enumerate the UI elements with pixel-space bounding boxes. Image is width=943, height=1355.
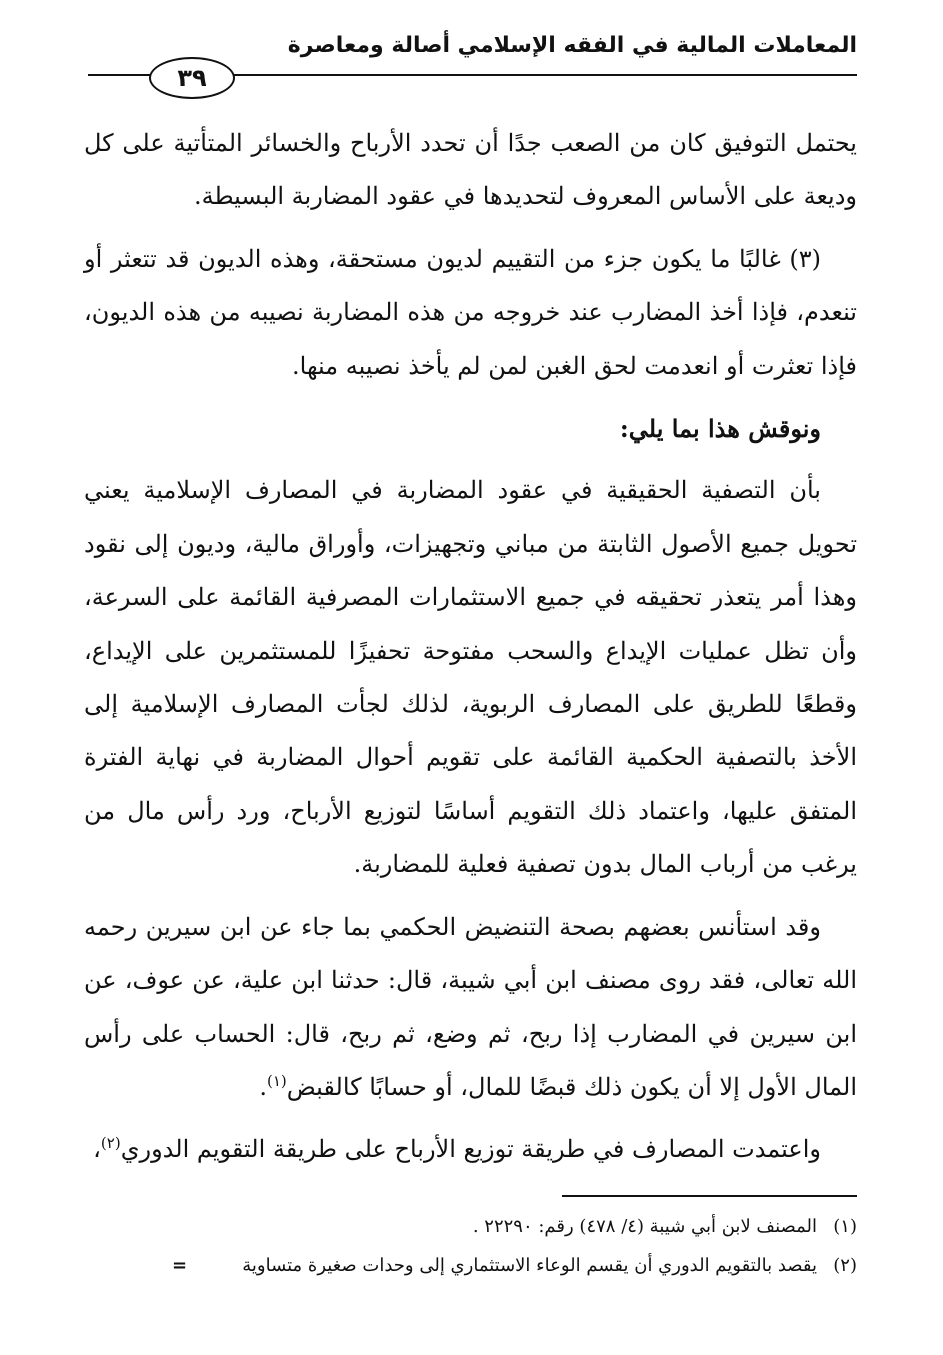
paragraph-5-text: واعتمدت المصارف في طريقة توزيع الأرباح على طريقة التقويم الدوري <box>120 1135 821 1164</box>
paragraph-3: بأن التصفية الحقيقية في عقود المضاربة في المصارف الإسلامية يعني تحويل جميع الأصول الثابتة من مباني وتجهيزات، وأوراق مالية، وديون إلى نقود وهذا أمر يتعذر تحقيقه في جميع الاستثمارات المصرفية القائمة على السرعة، وأن تظل عمليات الإيداع والسحب مفتوحة تحفيزًا للمستثمرين على الإيداع، وقطعًا للطريق على المصارف الربوية، لذلك لجأت المصارف الإسلامية إلى الأخذ بالتصفية الحكمية القائمة على تقويم أحوال المضاربة في نهاية الفترة المتفق عليها، واعتماد ذلك التقويم أساسًا لتوزيع الأرباح، ورد رأس مال من يرغب من أرباب المال بدون تصفية فعلية للمضاربة. <box>84 476 857 879</box>
paragraph-5 <box>84 1123 857 1176</box>
main-text <box>84 117 857 1177</box>
footnote-text: يقصد بالتقويم الدوري أن يقسم الوعاء الاستثماري إلى وحدات صغيرة متساوية <box>242 1255 817 1276</box>
footnote-number: (١) <box>833 1216 857 1237</box>
paragraph-4 <box>84 901 857 1115</box>
footnote-1 <box>84 1210 857 1243</box>
footnote-number: (٢) <box>833 1255 857 1276</box>
footnote-continuation-mark: = <box>172 1255 188 1276</box>
paragraph-5-end: ، <box>93 1135 101 1164</box>
footnote-ref-1[interactable]: (١) <box>266 1071 287 1090</box>
section-heading: ونوقش هذا بما يلي: <box>619 414 821 444</box>
running-header-title: المعاملات المالية في الفقه الإسلامي أصالة ومعاصرة <box>287 33 857 58</box>
footnotes <box>84 1210 857 1288</box>
paragraph-1: يحتمل التوفيق كان من الصعب جدًا أن تحدد الأرباح والخسائر المتأتية على كل وديعة على الأساس المعروف لتحديدها في عقود المضاربة البسيطة. <box>84 129 857 211</box>
paragraph-2: (٣) غالبًا ما يكون جزء من التقييم لديون مستحقة، وهذه الديون قد تتعثر أو تنعدم، فإذا أخذ المضارب عند خروجه من هذه المضاربة نصيبه من هذه الديون، فإذا تعثرت أو انعدمت لحق الغبن لمن لم يأخذ نصيبه منها. <box>84 244 857 380</box>
paragraph-4-text: وقد استأنس بعضهم بصحة التنضيض الحكمي بما جاء عن ابن سيرين رحمه الله تعالى، فقد روى مصنف ابن أبي شيبة، قال: حدثنا ابن علية، عن عوف، عن ابن سيرين في المضارب إذا ربح، ثم وضع، ثم ربح، قال: الحساب على رأس المال الأول إلا أن يكون ذلك قبضًا للمال، أو حسابًا كالقبض <box>84 912 857 1101</box>
footnote-ref-2[interactable]: (٢) <box>100 1134 121 1153</box>
footnote-separator <box>562 1195 857 1197</box>
footnote-2 <box>84 1249 857 1282</box>
page-number-badge: ٣٩ <box>149 57 235 99</box>
paragraph-4-end: . <box>259 1072 267 1101</box>
footnote-text: المصنف لابن أبي شيبة (٤/ ٤٧٨) رقم: ٢٢٢٩٠ . <box>472 1216 817 1237</box>
